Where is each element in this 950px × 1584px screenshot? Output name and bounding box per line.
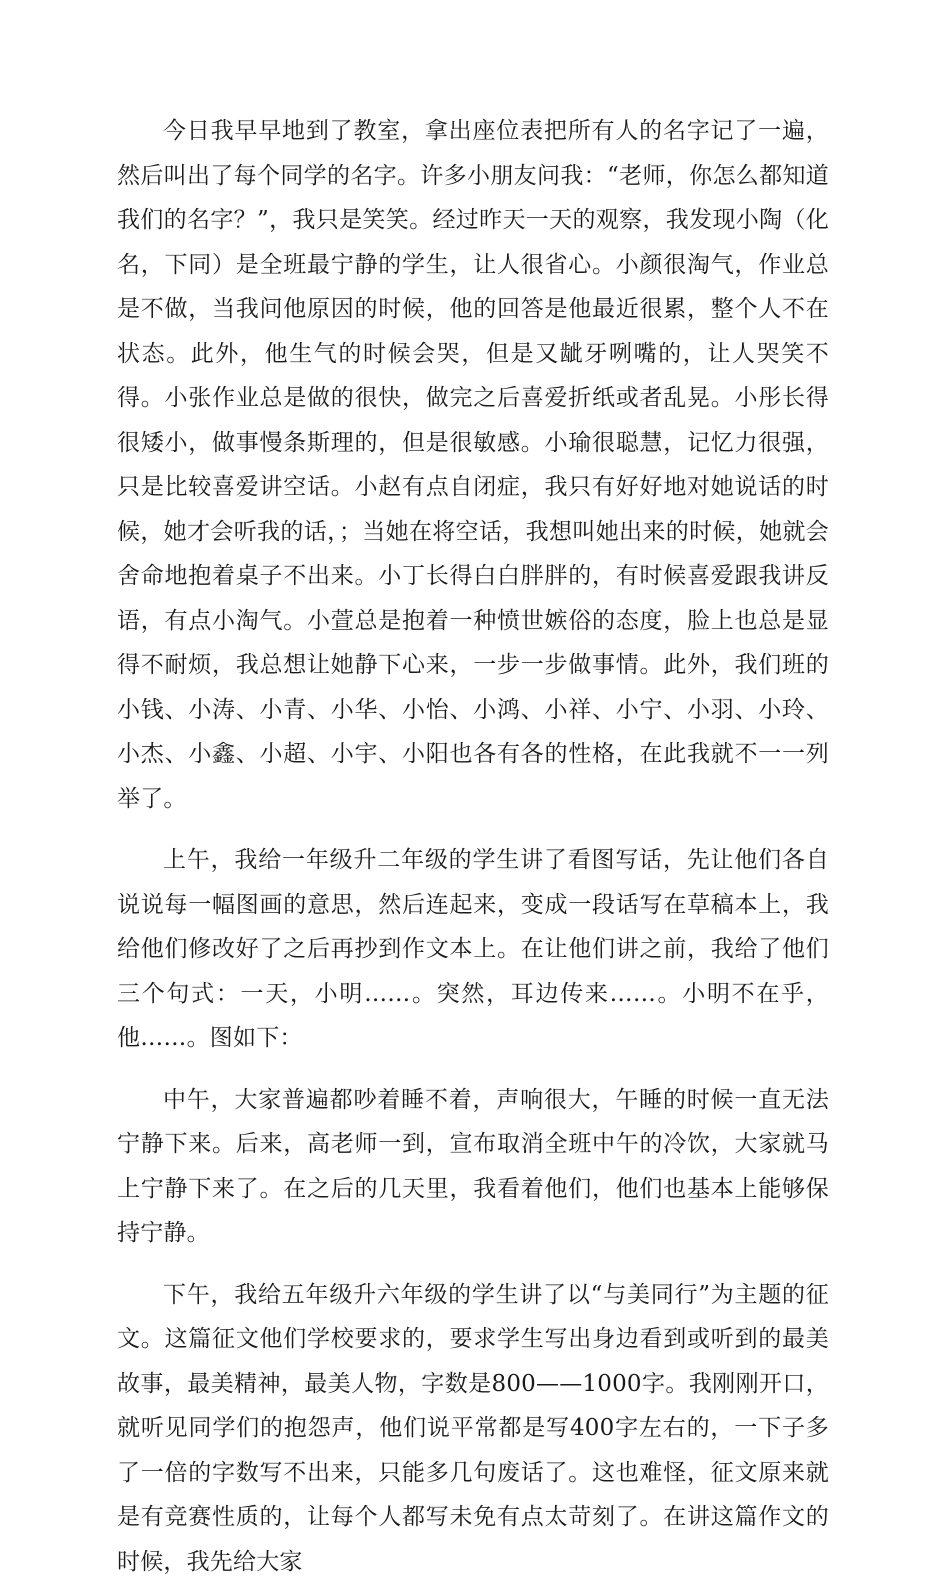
paragraph-morning-lesson: 上午，我给一年级升二年级的学生讲了看图写话，先让他们各自说说每一幅图画的意思，然后连起来，变成一段话写在草稿本上，我给他们修改好了之后再抄到作文本上。在让他们讲之前，我给了他们三个句式：一天，小明……。突然，耳边传来……。小明不在乎，他……。图如下： [117,838,829,1061]
paragraph-afternoon-essay: 下午，我给五年级升六年级的学生讲了以“与美同行”为主题的征文。这篇征文他们学校要求的，要求学生写出身边看到或听到的最美故事，最美精神，最美人物，字数是800——1000字。我刚刚开口，就听见同学们的抱怨声，他们说平常都是写400字左右的，一下子多了一倍的字数写不出来，只能多几句废话了。这也难怪，征文原来就是有竞赛性质的，让每个人都写未免有点太苛刻了。在讲这篇作文的时候，我先给大家 [117,1273,829,1584]
paragraph-noon-nap: 中午，大家普遍都吵着睡不着，声响很大，午睡的时候一直无法宁静下来。后来，高老师一到，宣布取消全班中午的冷饮，大家就马上宁静下来了。在之后的几天里，我看着他们，他们也基本上能够保持宁静。 [117,1078,829,1256]
paragraph-classroom-observations: 今日我早早地到了教室，拿出座位表把所有人的名字记了一遍，然后叫出了每个同学的名字。许多小朋友问我：“老师，你怎么都知道我们的名字？”，我只是笑笑。经过昨天一天的观察，我发现小陶（化名，下同）是全班最宁静的学生，让人很省心。小颜很淘气，作业总是不做，当我问他原因的时候，他的回答是他最近很累，整个人不在状态。此外，他生气的时候会哭，但是又龇牙咧嘴的，让人哭笑不得。小张作业总是做的很快，做完之后喜爱折纸或者乱晃。小彤长得很矮小，做事慢条斯理的，但是很敏感。小瑜很聪慧，记忆力很强，只是比较喜爱讲空话。小赵有点自闭症，我只有好好地对她说话的时候，她才会听我的话，；当她在将空话，我想叫她出来的时候，她就会舍命地抱着桌子不出来。小丁长得白白胖胖的，有时候喜爱跟我讲反语，有点小淘气。小萱总是抱着一种愤世嫉俗的态度，脸上也总是显得不耐烦，我总想让她静下心来，一步一步做事情。此外，我们班的小钱、小涛、小青、小华、小怡、小鸿、小祥、小宁、小羽、小玲、小杰、小鑫、小超、小宇、小阳也各有各的性格，在此我就不一一列举了。 [117,109,829,821]
document-body [117,109,829,1584]
